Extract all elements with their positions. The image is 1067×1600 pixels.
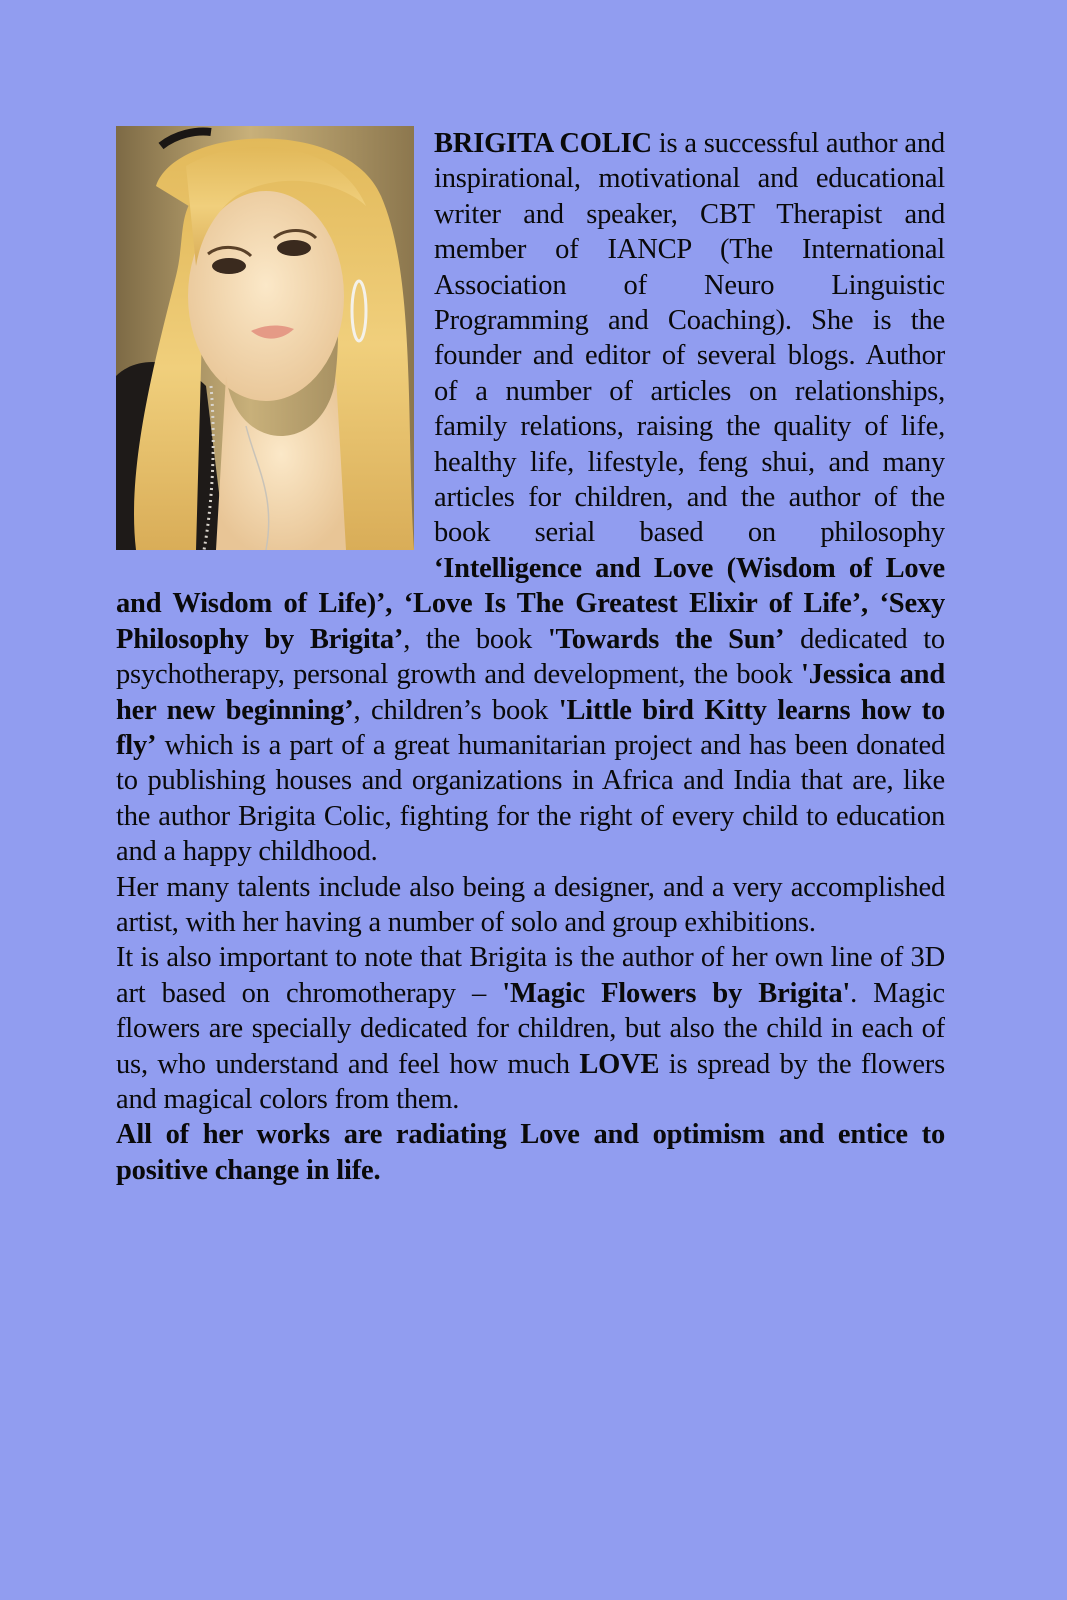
- portrait-photo-icon: [116, 126, 414, 550]
- text-run: It is also important to note that Brigita is the author of her own line of 3D art based on chromotherapy –: [116, 942, 945, 1009]
- bold-text-run: 'Little bird Kitty learns how to fly’: [116, 694, 945, 761]
- bold-text-run: BRIGITA COLIC: [434, 128, 652, 159]
- text-run: . Magic flowers are specially dedicated for children, but also the child in each of us, who understand and feel how much: [116, 977, 945, 1080]
- bold-text-run: 'Jessica and her new beginning’: [116, 659, 945, 726]
- bold-text-run: 'Towards the Sun’: [547, 623, 785, 655]
- author-photo: [116, 126, 414, 550]
- bio-paragraph-4: [116, 1117, 945, 1188]
- bio-paragraph-2: [116, 870, 945, 941]
- text-run: , the book: [403, 623, 548, 655]
- text-run: which is a part of a great humanitarian project and has been donated to publishing houses and organizations in Africa and India that are, like the author Brigita Colic, fighting for the right of every child to education and a happy childhood.: [116, 729, 945, 868]
- bold-text-run: ‘Intelligence and Love (Wisdom of Love and Wisdom of Life)’, ‘Love Is The Greatest Elixir of Life’, ‘Sexy Philosophy by Brigita’: [116, 552, 945, 655]
- author-bio-page: [116, 126, 945, 1288]
- text-run: is spread by the flowers and magical colors from them.: [116, 1048, 945, 1115]
- bio-paragraph-3: [116, 940, 945, 1117]
- text-run: dedicated to psychotherapy, personal growth and development, the book: [116, 623, 945, 691]
- text-run: Her many talents include also being a designer, and a very accomplished artist, with her having a number of solo and group exhibitions.: [116, 871, 945, 938]
- bold-text-run: All of her works are radiating Love and optimism and entice to positive change in life.: [116, 1119, 945, 1186]
- text-run: , children’s book: [353, 694, 559, 726]
- bold-text-run: 'Magic Flowers by Brigita': [502, 977, 851, 1009]
- text-run: is a successful author and inspirational, motivational and educational writer and speaker, CBT Therapist and member of IANCP (The International Association of Neuro Linguistic Programming and Coaching). She is the founder and editor of several blogs. Author of a number of articles on relationships, family relations, raising the quality of life, healthy life, lifestyle, feng shui, and many articles for children, and the author of the book serial based on philosophy: [434, 128, 945, 549]
- bold-text-run: LOVE: [579, 1048, 660, 1080]
